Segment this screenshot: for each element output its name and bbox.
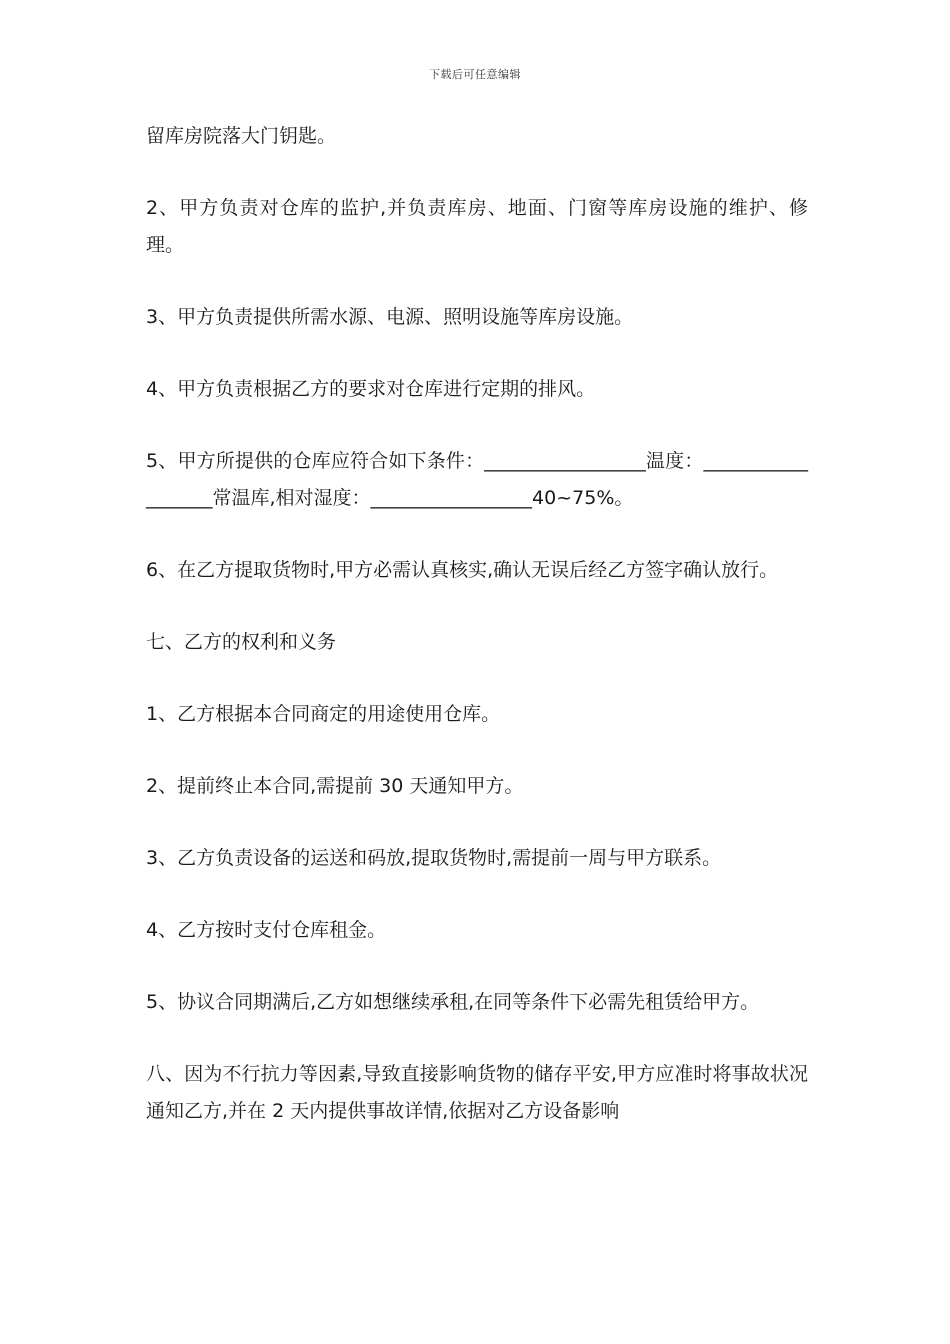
section-heading-7: 七、乙方的权利和义务 [146, 631, 337, 653]
paragraph-clause-2: 2、甲方负责对仓库的监护,并负责库房、地面、门窗等库房设施的维护、修理。 [146, 197, 808, 256]
page-header-note: 下载后可任意编辑 [429, 68, 521, 81]
paragraph-b-clause-4: 4、乙方按时支付仓库租金。 [146, 919, 387, 941]
paragraph-b-clause-5: 5、协议合同期满后,乙方如想继续承租,在同等条件下必需先租赁给甲方。 [146, 991, 760, 1013]
paragraph-b-clause-3: 3、乙方负责设备的运送和码放,提取货物时,需提前一周与甲方联系。 [146, 847, 722, 869]
paragraph-b-clause-2: 2、提前终止本合同,需提前 30 天通知甲方。 [146, 775, 524, 797]
paragraph-clause-5: 5、甲方所提供的仓库应符合如下条件：_________________温度：__________________常温库,相对湿度：_________________40~75%。 [146, 450, 808, 509]
paragraph-clause-3: 3、甲方负责提供所需水源、电源、照明设施等库房设施。 [146, 306, 634, 328]
paragraph-clause-6: 6、在乙方提取货物时,甲方必需认真核实,确认无误后经乙方签字确认放行。 [146, 559, 779, 581]
document-body [146, 118, 808, 1165]
paragraph-clause-4: 4、甲方负责根据乙方的要求对仓库进行定期的排风。 [146, 378, 596, 400]
paragraph-b-clause-1: 1、乙方根据本合同商定的用途使用仓库。 [146, 703, 501, 725]
paragraph-continuation: 留库房院落大门钥匙。 [146, 125, 337, 147]
section-paragraph-8: 八、因为不行抗力等因素,导致直接影响货物的储存平安,甲方应准时将事故状况通知乙方,并在 2 天内提供事故详情,依据对乙方设备影响 [146, 1063, 808, 1122]
